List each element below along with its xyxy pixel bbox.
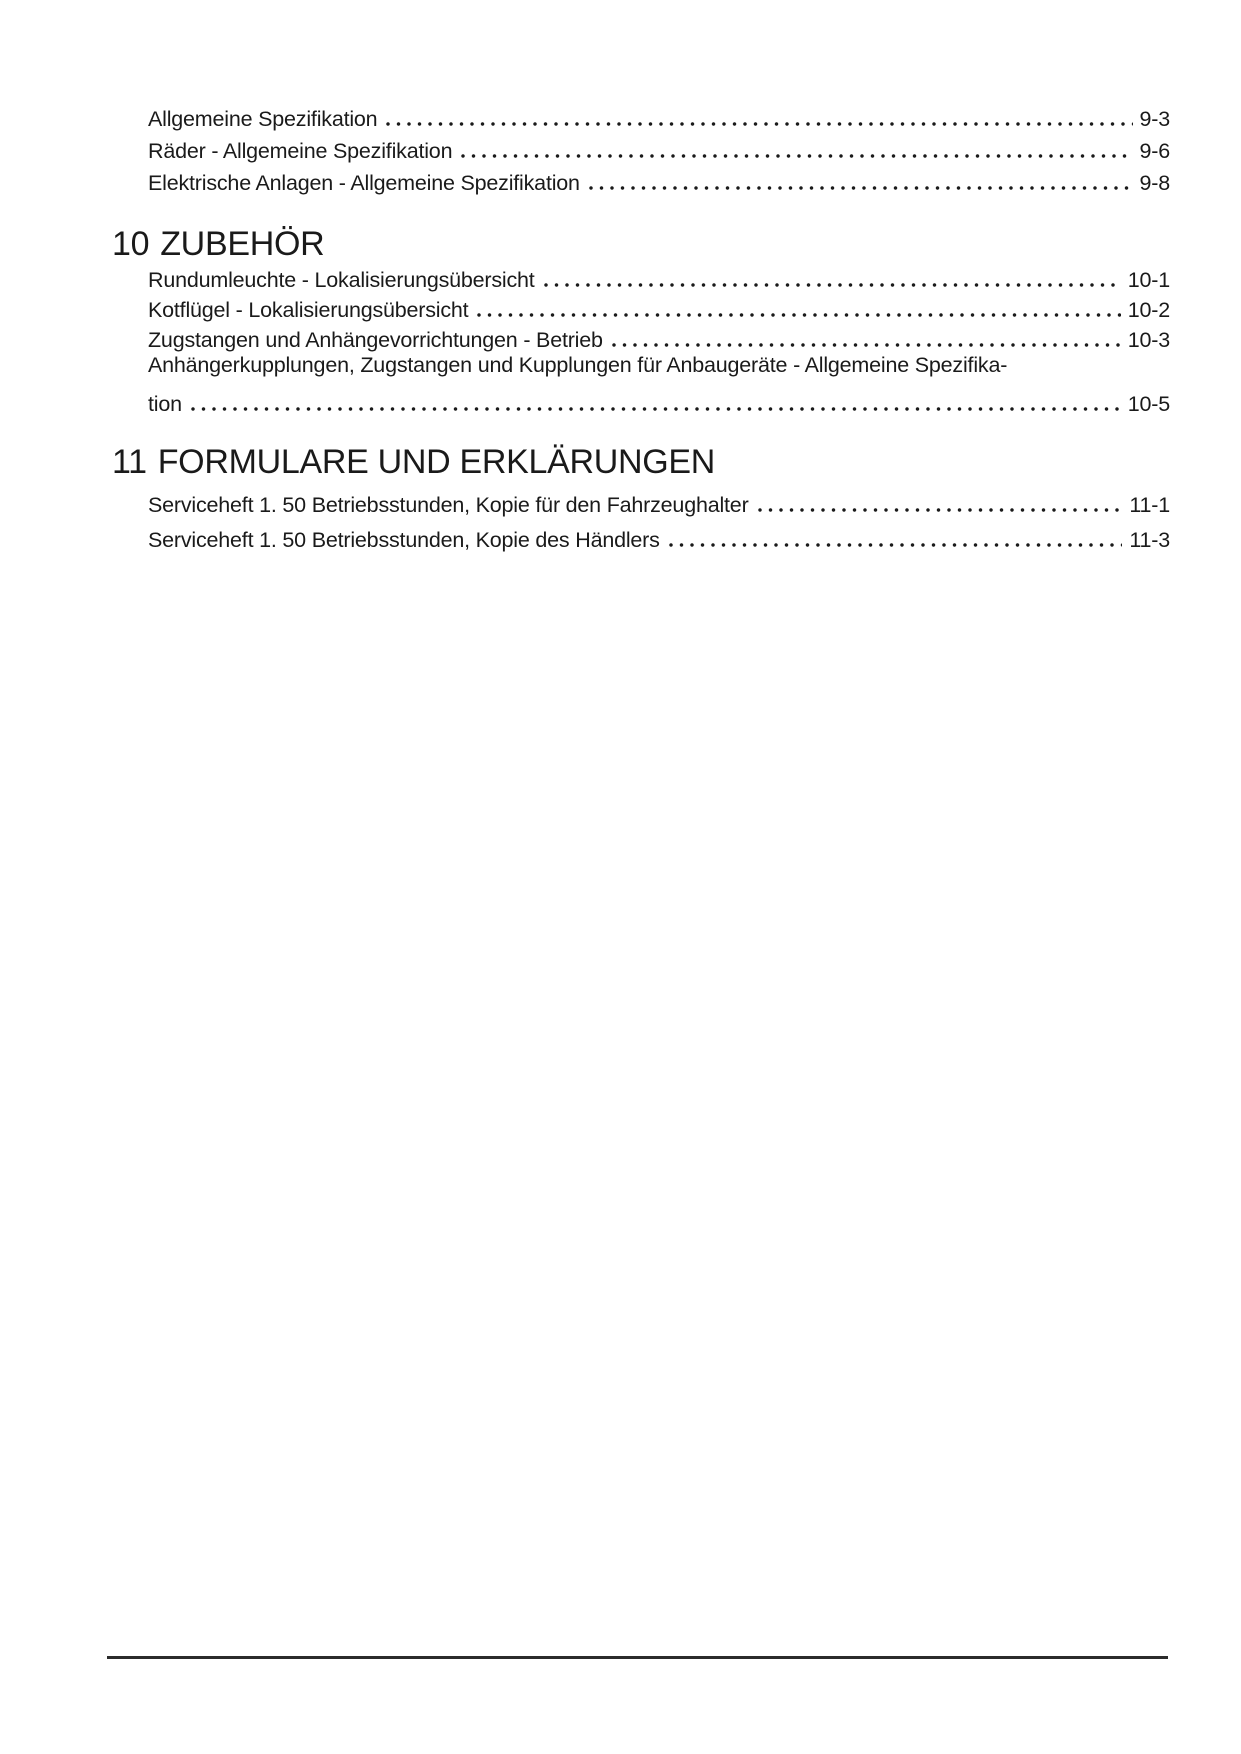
toc-entry-label: Serviceheft 1. 50 Betriebsstunden, Kopie des Händlers (148, 527, 660, 552)
toc-entry-page: 9-3 (1139, 106, 1170, 131)
toc-entry (148, 166, 1170, 198)
toc-entry-label: Allgemeine Spezifikation (148, 106, 378, 131)
dot-leader (612, 343, 1121, 347)
toc-entry-continuation (148, 389, 1170, 419)
dot-leader (477, 313, 1120, 317)
toc-entry-page: 11-1 (1129, 492, 1170, 517)
toc-entry-label-line1: Anhängerkupplungen, Zugstangen und Kupplungen für Anbaugeräte - Allgemeine Spezifika- (148, 353, 1008, 377)
toc-entry (148, 355, 1170, 419)
toc-entry-label: Räder - Allgemeine Spezifikation (148, 138, 453, 163)
dot-leader (589, 186, 1133, 190)
toc-entry-label: Elektrische Anlagen - Allgemeine Spezifikation (148, 170, 580, 195)
dot-leader (191, 407, 1121, 411)
dot-leader (669, 543, 1123, 547)
toc-entry-label: Rundumleuchte - Lokalisierungsübersicht (148, 267, 535, 292)
dot-leader (386, 122, 1132, 126)
dot-leader (461, 154, 1132, 158)
toc-entry-page: 9-6 (1139, 138, 1170, 163)
toc-entry (148, 485, 1170, 520)
toc-entry-page: 11-3 (1129, 527, 1170, 552)
footer-rule (107, 1656, 1168, 1659)
toc-entry-page: 10-2 (1127, 297, 1170, 322)
section-heading-11 (112, 443, 1170, 481)
section-title: ZUBEHÖR (160, 225, 325, 263)
toc-entry-label-line2: tion (148, 391, 182, 416)
dot-leader (758, 508, 1123, 512)
section-number: 11 (112, 443, 147, 481)
toc-entry (148, 265, 1170, 295)
section-heading-10 (112, 225, 1170, 263)
toc-entry-page: 9-8 (1139, 170, 1170, 195)
toc-entry (148, 295, 1170, 325)
toc-entry (148, 325, 1170, 355)
toc-entry-label: Zugstangen und Anhängevorrichtungen - Betrieb (148, 327, 603, 352)
section-11-entries (148, 485, 1170, 555)
toc-entry (148, 520, 1170, 555)
toc-entry-page: 10-5 (1127, 391, 1170, 416)
dot-leader (544, 283, 1121, 287)
table-of-contents (112, 102, 1170, 555)
section-9-entries (148, 102, 1170, 198)
toc-entry (148, 102, 1170, 134)
toc-entry-label: Serviceheft 1. 50 Betriebsstunden, Kopie für den Fahrzeughalter (148, 492, 749, 517)
toc-entry (148, 134, 1170, 166)
section-title: FORMULARE UND ERKLÄRUNGEN (157, 443, 716, 481)
section-number: 10 (112, 225, 150, 263)
toc-entry-page: 10-1 (1127, 267, 1170, 292)
toc-entry-page: 10-3 (1127, 327, 1170, 352)
toc-entry-label: Kotflügel - Lokalisierungsübersicht (148, 297, 469, 322)
section-10-entries (148, 265, 1170, 419)
